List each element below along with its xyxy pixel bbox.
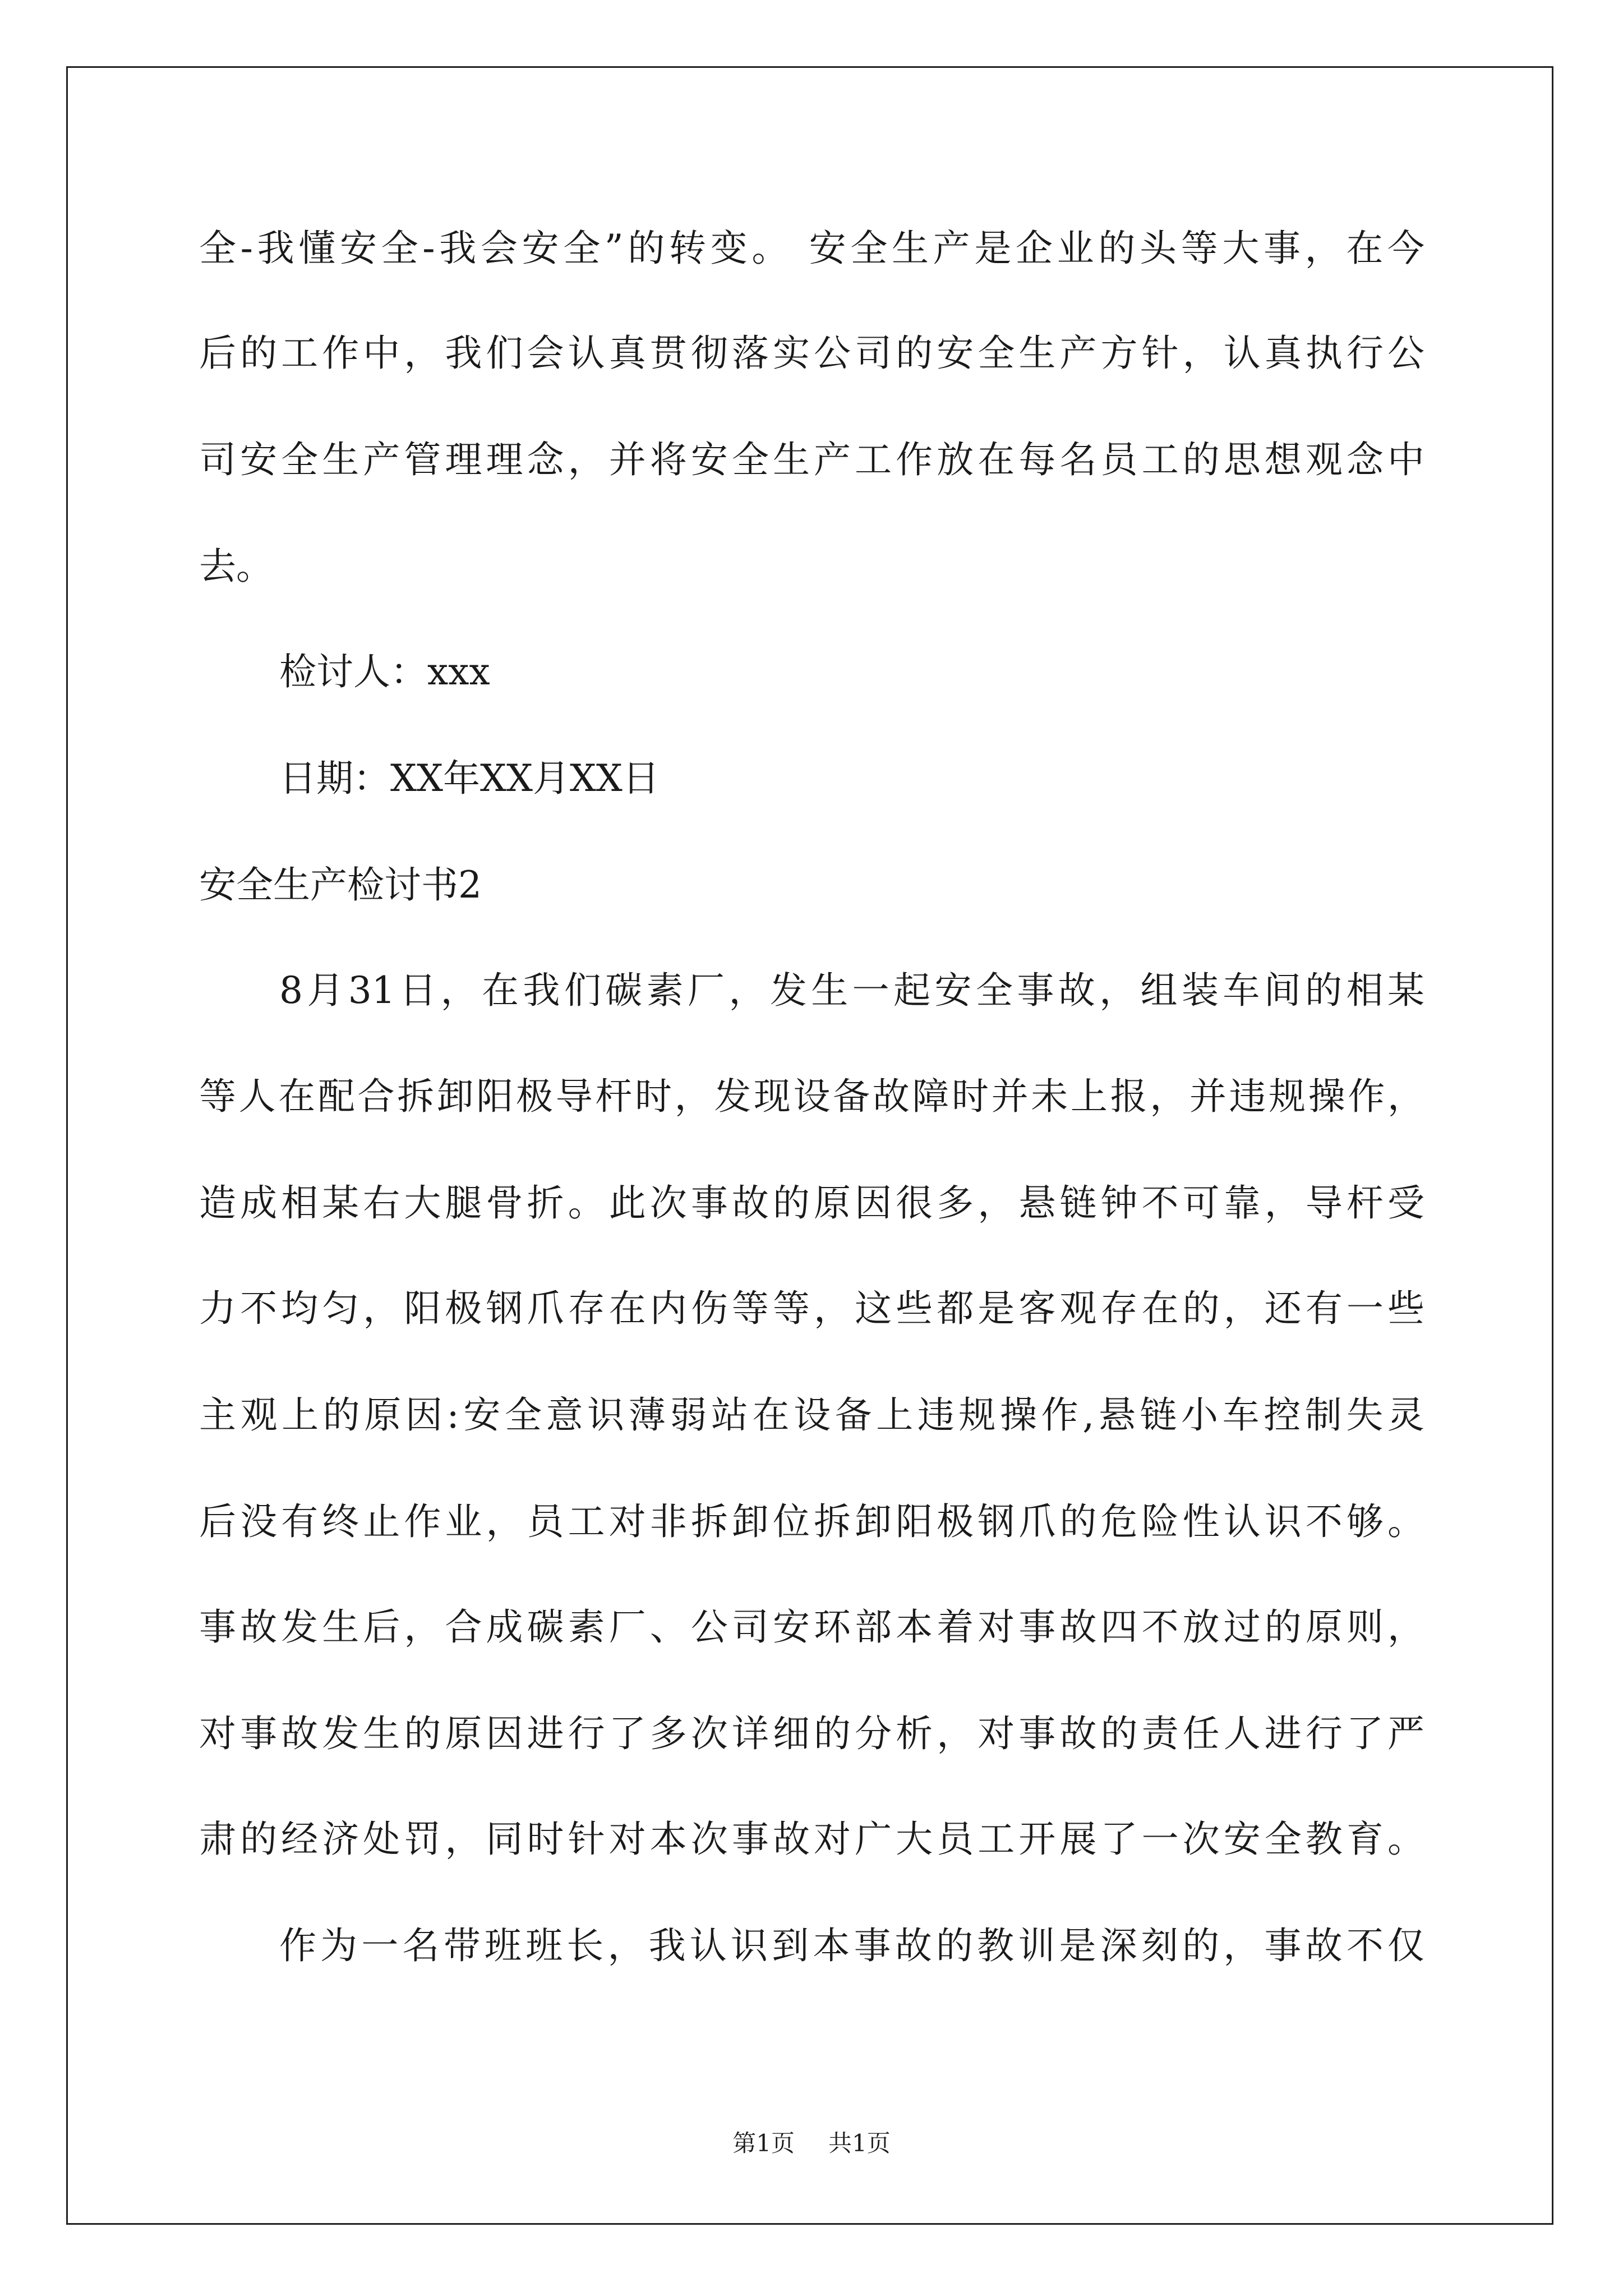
body-line-16: 肃的经济处罚，同时针对本次事故对广大员工开展了一次安全教育。 [199, 1818, 1424, 1861]
page-border [66, 66, 1553, 2225]
body-line-9: 等人在配合拆卸阳极导杆时，发现设备故障时并未上报，并违规操作， [199, 1075, 1424, 1118]
body-line-3: 司安全生产管理理念，并将安全生产工作放在每名员工的思想观念中 [199, 438, 1424, 481]
body-line-1: 全-我懂安全-我会安全”的转变。 安全生产是企业的头等大事，在今 [199, 227, 1424, 270]
footer-total-pages: 共1页 [828, 2129, 891, 2157]
body-line-10: 造成相某右大腿骨折。此次事故的原因很多，悬链钟不可靠，导杆受 [199, 1181, 1424, 1225]
body-line-13: 后没有终止作业，员工对非拆卸位拆卸阳极钢爪的危险性认识不够。 [199, 1500, 1424, 1543]
date-line: 日期：XX年XX月XX日 [279, 757, 660, 800]
body-line-15: 对事故发生的原因进行了多次详细的分析，对事故的责任人进行了严 [199, 1712, 1424, 1755]
section-heading: 安全生产检讨书2 [199, 863, 482, 907]
body-line-8: 8月31日，在我们碳素厂，发生一起安全事故，组装车间的相某 [279, 969, 1424, 1012]
footer-page-number: 第1页 [732, 2129, 795, 2157]
body-line-12: 主观上的原因:安全意识薄弱站在设备上违规操作,悬链小车控制失灵 [199, 1393, 1424, 1437]
signer-line: 检讨人：xxx [279, 650, 490, 693]
body-line-4: 去。 [199, 545, 273, 588]
body-line-2: 后的工作中，我们会认真贯彻落实公司的安全生产方针，认真执行公 [199, 332, 1424, 375]
body-line-17: 作为一名带班班长，我认识到本事故的教训是深刻的，事故不仅 [279, 1924, 1424, 1967]
body-line-14: 事故发生后，合成碳素厂、公司安环部本着对事故四不放过的原则， [199, 1605, 1424, 1649]
page-footer [0, 2129, 1623, 2157]
body-line-11: 力不均匀，阳极钢爪存在内伤等等，这些都是客观存在的，还有一些 [199, 1287, 1424, 1330]
